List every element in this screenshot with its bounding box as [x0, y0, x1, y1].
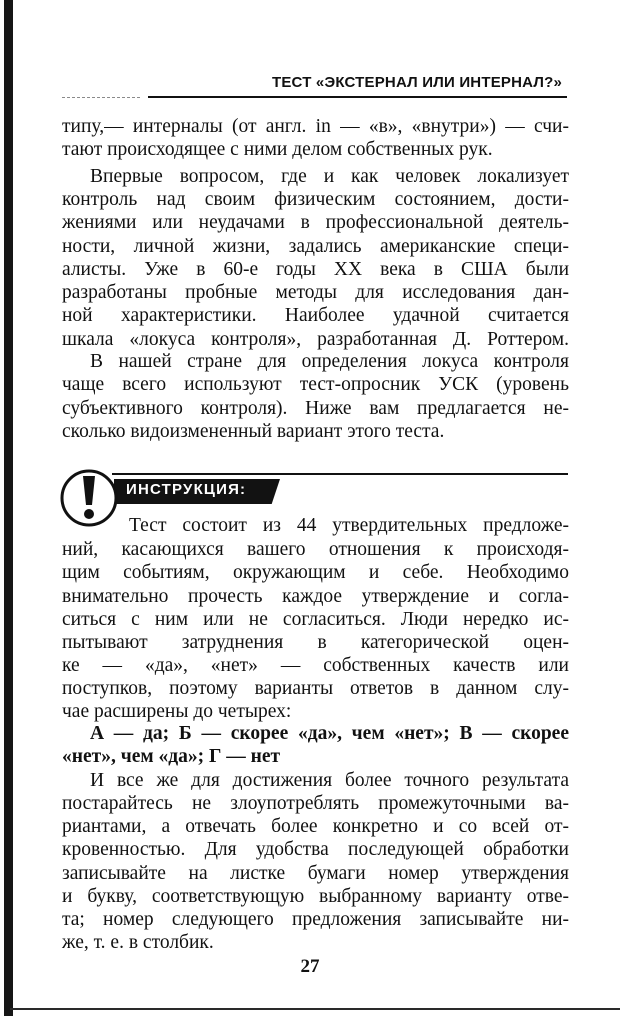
- text-line: та; номер следующего предложения записывайте ни-: [62, 909, 569, 930]
- text-line: субъективного контроля). Ниже вам предлагается не-: [62, 398, 569, 419]
- text-line: алисты. Уже в 60-е годы XX века в США были: [62, 259, 569, 280]
- text-line: ний, касающихся вашего отношения к происходя-: [62, 539, 569, 560]
- text-line: чае расширены до четырех:: [62, 701, 292, 722]
- text-line: ке — «да», «нет» — собственных качеств или: [62, 655, 569, 676]
- text-line: ности, личной жизни, задались американские специ-: [62, 236, 569, 257]
- text-line: чаще всего используют тест-опросник УСК (уровень: [62, 374, 569, 395]
- text-line: А — да; Б — скорее «да», чем «нет»; В — скорее: [90, 723, 569, 744]
- instruction-heading: ИНСТРУКЦИЯ:: [126, 481, 247, 498]
- text-line: записывайте на листке бумаги номер утверждения: [62, 863, 569, 884]
- page-number: 27: [300, 956, 320, 977]
- text-line: контроль над своим физическим состоянием, дости-: [62, 189, 569, 210]
- instruction-rule: [112, 473, 568, 475]
- page-edge-bar: [4, 0, 13, 1016]
- running-header: ТЕСТ «ЭКСТЕРНАЛ ИЛИ ИНТЕРНАЛ?»: [271, 74, 562, 91]
- text-line: поступков, поэтому варианты ответов в данном слу-: [62, 678, 569, 699]
- exclamation-icon: [58, 467, 120, 529]
- text-line: кровенностью. Для удобства последующей обработки: [62, 839, 569, 860]
- text-line: и букву, соответствующую выбранному варианту отве-: [62, 886, 569, 907]
- text-line: И все же для достижения более точного результата: [90, 770, 569, 791]
- bottom-edge-rule: [10, 1008, 620, 1010]
- text-line: разработаны пробные методы для исследования дан-: [62, 282, 569, 303]
- text-line: шкала «локуса контроля», разработанная Д. Роттером.: [62, 329, 569, 350]
- text-line: жениями или неудачами в профессиональной деятель-: [62, 212, 569, 233]
- text-line: щим событиям, окружающим и себе. Необходимо: [62, 562, 569, 583]
- text-line: ситься с ним или не согласиться. Люди нередко ис-: [62, 609, 569, 630]
- text-line: внимательно прочесть каждое утверждение и согла-: [62, 586, 569, 607]
- text-line: риантами, а отвечать более конкретно и со всей от-: [62, 816, 569, 837]
- text-line: ной характеристики. Наиболее удачной считается: [62, 305, 569, 326]
- text-line: же, т. е. в столбик.: [62, 932, 214, 953]
- text-line: Впервые вопросом, где и как человек локализует: [90, 166, 569, 187]
- header-dash-mark: [62, 97, 140, 98]
- header-rule: [148, 96, 567, 98]
- text-line: Тест состоит из 44 утвердительных предложе-: [129, 515, 569, 536]
- text-line: В нашей стране для определения локуса контроля: [90, 351, 569, 372]
- text-line: сколько видоизмененный вариант этого теста.: [62, 421, 445, 442]
- text-line: тают происходящее с ними делом собственных рук.: [62, 139, 493, 160]
- text-line: пытывают затруднения в категорической оцен-: [62, 632, 569, 653]
- text-line: постарайтесь не злоупотреблять промежуточными ва-: [62, 793, 569, 814]
- text-line: «нет», чем «да»; Г — нет: [62, 746, 281, 767]
- text-line: типу,— интерналы (от англ. in — «в», «внутри») — счи-: [62, 116, 569, 137]
